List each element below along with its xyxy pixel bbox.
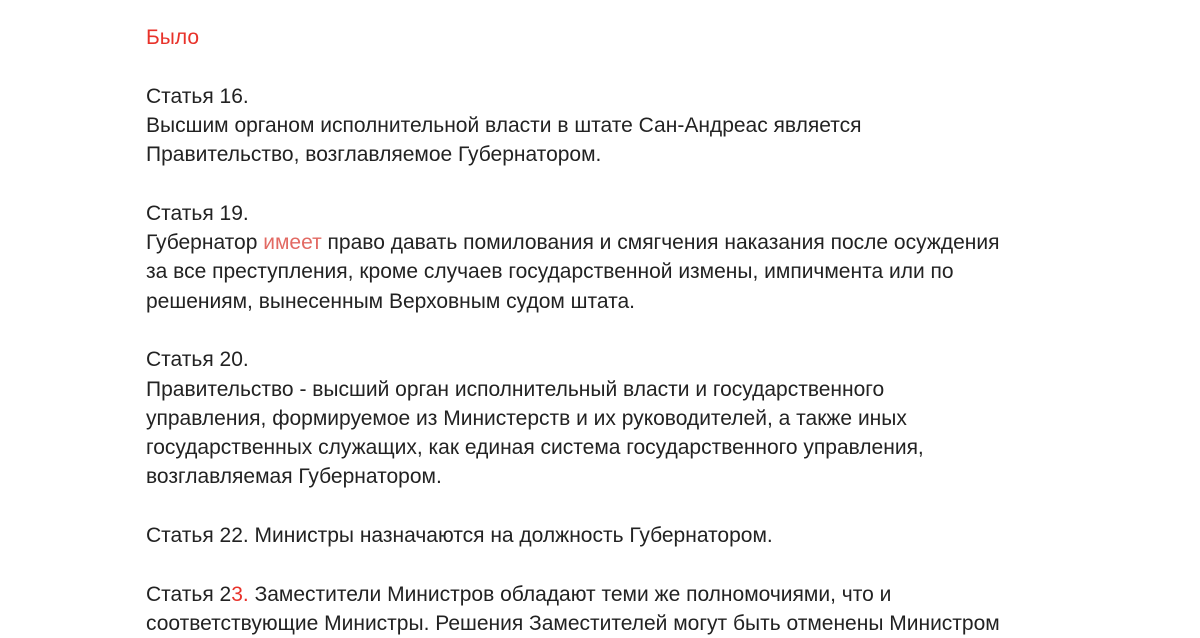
- article-22: Статья 22. Министры назначаются на должность Губернатором.: [146, 524, 773, 548]
- article-23-line-1: [146, 580, 1186, 609]
- article-23-prefix: Статья 2: [146, 582, 232, 606]
- article-23-rest: Заместители Министров обладают теми же полномочиями, что и: [248, 582, 892, 606]
- heading-was: Было: [146, 26, 200, 49]
- article-20-line-1: Правительство - высший орган исполнительный власти и государственного: [146, 377, 885, 401]
- article-19-line-3: решениям, вынесенным Верховным судом штата.: [146, 289, 635, 313]
- article-19-line-1-start: Губернатор: [146, 231, 264, 255]
- article-20-title: Статья 20.: [146, 348, 249, 372]
- spacer: [146, 169, 1186, 198]
- article-16-line-2: Правительство, возглавляемое Губернатором.: [146, 143, 602, 167]
- highlighted-number: 3.: [231, 582, 249, 606]
- article-19-title: Статья 19.: [146, 201, 249, 225]
- document-body: [146, 23, 1186, 638]
- spacer: [146, 550, 1186, 579]
- spacer: [146, 492, 1186, 521]
- article-19-line-2: за все преступления, кроме случаев государственной измены, импичмента или по: [146, 260, 954, 284]
- article-23-line-2: соответствующие Министры. Решения Заместителей могут быть отменены Министром: [146, 611, 1000, 635]
- article-19-line-1: [146, 228, 1186, 257]
- article-16-title: Статья 16.: [146, 84, 249, 108]
- highlighted-word: имеет: [263, 231, 322, 255]
- article-20-line-3: государственных служащих, как единая система государственного управления,: [146, 436, 924, 460]
- article-20-line-4: возглавляемая Губернатором.: [146, 465, 442, 489]
- article-20-line-2: управления, формируемое из Министерств и их руководителей, а также иных: [146, 406, 907, 430]
- article-19-line-1-end: право давать помилования и смягчения наказания после осуждения: [321, 231, 1000, 255]
- spacer: [146, 316, 1186, 345]
- spacer: [146, 52, 1186, 81]
- article-16-line-1: Высшим органом исполнительной власти в штате Сан-Андреас является: [146, 113, 862, 137]
